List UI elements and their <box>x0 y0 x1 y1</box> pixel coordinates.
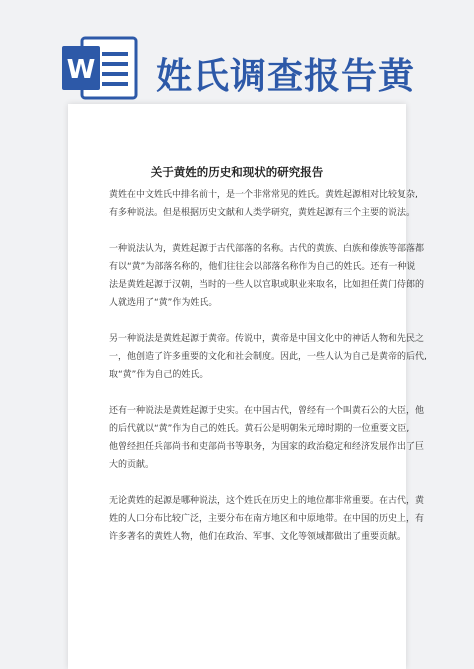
text-line: 人就选用了“黄”作为姓氏。 <box>109 298 218 308</box>
text-line: 黄姓在中文姓氏中排名前十，是一个非常常见的姓氏。黄姓起源相对比较复杂, <box>109 190 418 200</box>
word-icon-letter: W <box>66 55 96 85</box>
paragraph-5 <box>109 492 425 546</box>
text-line: 法是黄姓起源于汉朝，当时的一些人以官职或职业来取名，比如担任黄门侍郎的 <box>109 280 425 290</box>
text-line: 他曾经担任兵部尚书和吏部尚书等职务，为国家的政治稳定和经济发展作出了巨 <box>109 442 425 452</box>
paragraph-1 <box>109 186 418 222</box>
document-title: 关于黄姓的历史和现状的研究报告 <box>150 165 324 179</box>
page-header <box>0 0 474 100</box>
text-line: 有以“黄”为部落名称的，他们往往会以部落名称作为自己的姓氏。还有一种说 <box>109 262 416 272</box>
word-document-icon <box>62 38 138 98</box>
text-line: 有多种说法。但是根据历史文献和人类学研究，黄姓起源有三个主要的说法。 <box>109 208 416 218</box>
text-line: 许多著名的黄姓人物，他们在政治、军事、文化等领域都做出了重要贡献。 <box>109 532 407 542</box>
text-line: 取“黄”作为自己的姓氏。 <box>109 370 209 380</box>
text-line: 一种说法认为，黄姓起源于古代部落的名称。古代的黄族、白族和傣族等部落都 <box>109 244 425 254</box>
text-line: 一，他创造了许多重要的文化和社会制度。因此，一些人认为自己是黄帝的后代, <box>109 352 427 362</box>
text-line: 姓的人口分布比较广泛，主要分布在南方地区和中原地带。在中国的历史上，有 <box>109 514 425 524</box>
text-line: 还有一种说法是黄姓起源于史实。在中国古代，曾经有一个叫黄石公的大臣，他 <box>109 406 425 416</box>
document-page <box>68 104 427 669</box>
paragraph-3 <box>109 330 427 384</box>
text-line: 无论黄姓的起源是哪种说法，这个姓氏在历史上的地位都非常重要。在古代，黄 <box>109 496 425 506</box>
text-line: 的后代就以“黄”作为自己的姓氏。黄石公是明朝朱元璋时期的一位重要文臣, <box>109 424 410 434</box>
page-title: 姓氏调查报告黄 <box>156 56 416 97</box>
text-line: 另一种说法是黄姓起源于黄帝。传说中，黄帝是中国文化中的神话人物和先民之 <box>109 334 425 344</box>
paragraph-4 <box>109 402 425 474</box>
paragraph-2 <box>109 240 425 312</box>
text-line: 大的贡献。 <box>109 460 155 470</box>
